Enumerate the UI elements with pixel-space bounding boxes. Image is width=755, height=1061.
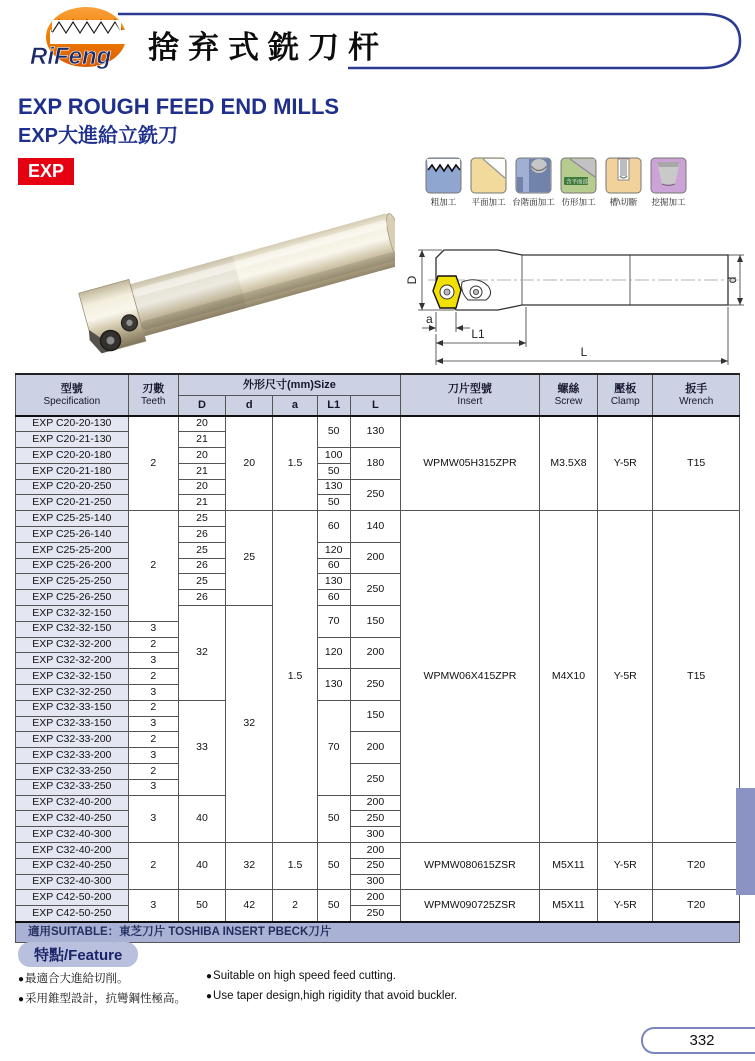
cell-D: 26 [178,527,225,543]
dim-label-d: d [725,276,739,284]
machining-icons-row [421,157,691,208]
cell-spec: EXP C32-32-150 [16,606,129,622]
col-header-wrench: 扳手 Wrench [653,374,740,416]
cell-d: 32 [226,606,273,843]
cell-spec: EXP C32-33-250 [16,764,129,780]
cell-L1: 60 [317,558,350,574]
cell-L: 250 [350,669,400,701]
cell-L: 150 [350,606,400,638]
table-row [16,890,740,906]
cell-teeth: 2 [128,732,178,748]
cell-L: 300 [350,827,400,843]
cell-a: 1.5 [273,511,317,843]
cell-L: 200 [350,732,400,764]
cell-teeth: 3 [128,685,178,701]
col-header-screw: 螺絲 Screw [539,374,597,416]
cell-insert: WPMW080615ZSR [401,843,540,890]
cell-screw: M5X11 [539,843,597,890]
product-photo [35,210,395,370]
col-header-d: d [226,396,273,417]
series-badge: EXP [18,158,74,185]
cell-L1: 50 [317,463,350,479]
cell-spec: EXP C20-21-250 [16,495,129,511]
cell-L: 200 [350,843,400,859]
cell-spec: EXP C32-32-150 [16,669,129,685]
cell-a: 1.5 [273,416,317,511]
cell-spec: EXP C32-33-250 [16,779,129,795]
cell-L1: 120 [317,637,350,669]
cell-L: 300 [350,874,400,890]
cell-L: 250 [350,906,400,922]
icon-item-slot [601,157,646,208]
cell-L: 250 [350,764,400,796]
cell-spec: EXP C32-40-200 [16,795,129,811]
dim-label-D: D [405,275,419,285]
col-header-insert: 刀片型號 Insert [401,374,540,416]
logo-text: RiFeng [30,43,112,70]
slot-cutoff-machining-icon [605,157,642,194]
cell-spec: EXP C20-21-130 [16,432,129,448]
cell-D: 40 [178,795,225,842]
cell-L: 200 [350,637,400,669]
cell-L1: 130 [317,669,350,701]
feature-title: 特點/Feature [18,942,138,967]
cell-L1: 70 [317,606,350,638]
profiling-machining-icon [560,157,597,194]
heading-chinese: EXP大進給立銑刀 [18,125,179,147]
cell-D: 25 [178,542,225,558]
cell-insert: WPMW090725ZSR [401,890,540,922]
cell-D: 20 [178,448,225,464]
col-header-teeth: 刃數 Teeth [128,374,178,416]
feature-bullets [18,970,457,1010]
feature-bullet-zh: ● 最適合大進給切削。 [18,970,206,990]
icon-label: 平面加工 [471,197,506,207]
icon-item-profiling [556,157,601,208]
cell-clamp: Y-5R [598,890,653,922]
table-header [16,374,740,416]
icon-label: 槽\切斷 [609,197,638,207]
cell-L: 200 [350,890,400,906]
cell-spec: EXP C32-32-200 [16,637,129,653]
cell-insert: WPMW06X415ZPR [401,511,540,843]
cell-screw: M4X10 [539,511,597,843]
cell-teeth: 2 [128,637,178,653]
cell-teeth: 2 [128,843,178,890]
icon-item-step [511,157,556,208]
cell-L: 250 [350,574,400,606]
cell-D: 26 [178,558,225,574]
cell-wrench: T20 [653,843,740,890]
icon-label: 挖掘加工 [651,197,686,207]
cell-L: 130 [350,416,400,448]
cell-spec: EXP C32-40-250 [16,858,129,874]
cell-D: 21 [178,463,225,479]
feature-bullet-zh: ● 采用錐型設計，抗彎鋼性極高。 [18,990,206,1010]
cell-L1: 60 [317,590,350,606]
cell-L1: 130 [317,574,350,590]
cell-teeth: 3 [128,890,178,922]
cell-spec: EXP C32-33-200 [16,748,129,764]
cell-wrench: T20 [653,890,740,922]
cell-L: 200 [350,542,400,574]
cell-d: 20 [226,416,273,511]
cell-spec: EXP C20-20-250 [16,479,129,495]
dim-label-L1: L1 [471,327,485,341]
cell-spec: EXP C20-21-180 [16,463,129,479]
cell-teeth: 2 [128,416,178,511]
face-machining-icon [470,157,507,194]
col-header-D: D [178,396,225,417]
cell-teeth: 3 [128,748,178,764]
feature-bullet-en: ● Use taper design,high rigidity that avoid buckler. [206,990,457,1010]
icon-item-pocket [646,157,691,208]
page-edge-tab [736,788,755,895]
cell-clamp: Y-5R [598,511,653,843]
cell-D: 40 [178,843,225,890]
page-title: 捨弃式銑刀杆 [148,30,388,65]
col-header-size-group: 外形尺寸(mm)Size [178,374,400,396]
cell-clamp: Y-5R [598,843,653,890]
page-number: 332 [641,1027,755,1054]
cell-teeth: 3 [128,621,178,637]
dimension-diagram [398,220,750,370]
table-row [16,416,740,432]
col-header-a: a [273,396,317,417]
cell-D: 32 [178,606,225,701]
icon-note: 含平面部 [566,179,589,186]
cell-a: 2 [273,890,317,922]
cell-spec: EXP C32-40-250 [16,811,129,827]
cell-spec: EXP C20-20-180 [16,448,129,464]
icon-label: 粗加工 [430,197,457,207]
cell-L: 140 [350,511,400,543]
cell-spec: EXP C32-33-150 [16,716,129,732]
cell-d: 32 [226,843,273,890]
cell-teeth: 2 [128,669,178,685]
col-header-L: L [350,396,400,417]
spec-table [15,373,740,943]
cell-wrench: T15 [653,511,740,843]
cell-spec: EXP C32-32-250 [16,685,129,701]
cell-L: 150 [350,700,400,732]
cell-spec: EXP C25-25-140 [16,511,129,527]
cell-teeth: 3 [128,716,178,732]
col-header-specification: 型號 Specification [16,374,129,416]
spec-table-wrap [15,373,740,943]
icon-label: 台階面加工 [512,197,555,207]
cell-D: 50 [178,890,225,922]
cell-wrench: T15 [653,416,740,511]
icon-item-face [466,157,511,208]
cell-D: 26 [178,590,225,606]
rifeng-logo [28,4,138,74]
cell-D: 21 [178,432,225,448]
table-row [16,843,740,859]
cell-spec: EXP C32-40-300 [16,874,129,890]
cell-D: 20 [178,416,225,432]
cell-L: 180 [350,448,400,480]
cell-screw: M5X11 [539,890,597,922]
suitable-note: 適用SUITABLE：東芝刀片 TOSHIBA INSERT PBECK刀片 [16,922,740,943]
cell-spec: EXP C25-26-250 [16,590,129,606]
cell-L1: 50 [317,795,350,842]
cell-spec: EXP C32-32-200 [16,653,129,669]
cell-teeth: 3 [128,779,178,795]
pocket-machining-icon [650,157,687,194]
cell-a: 1.5 [273,843,317,890]
cell-spec: EXP C42-50-250 [16,906,129,922]
cell-L: 250 [350,479,400,511]
heading-english: EXP ROUGH FEED END MILLS [18,94,340,119]
cell-L: 250 [350,811,400,827]
dim-label-L: L [580,345,588,359]
cell-D: 33 [178,700,225,795]
dim-label-a: a [426,312,433,326]
icon-label: 仿形加工 [561,197,596,207]
cell-L1: 100 [317,448,350,464]
cell-spec: EXP C32-33-200 [16,732,129,748]
cell-L: 250 [350,858,400,874]
cell-spec: EXP C20-20-130 [16,416,129,432]
cell-D: 20 [178,479,225,495]
cell-L1: 50 [317,495,350,511]
cell-teeth: 2 [128,700,178,716]
cell-spec: EXP C25-26-200 [16,558,129,574]
cell-L: 200 [350,795,400,811]
cell-D: 25 [178,574,225,590]
cell-teeth: 2 [128,511,178,622]
cell-d: 25 [226,511,273,606]
cell-spec: EXP C25-25-200 [16,542,129,558]
cell-spec: EXP C42-50-200 [16,890,129,906]
table-row [16,511,740,527]
cell-spec: EXP C25-25-250 [16,574,129,590]
cell-L1: 50 [317,890,350,922]
cell-L1: 50 [317,416,350,448]
step-face-machining-icon [515,157,552,194]
cell-spec: EXP C32-40-200 [16,843,129,859]
col-header-clamp: 壓板 Clamp [598,374,653,416]
rough-machining-icon [425,157,462,194]
cell-D: 25 [178,511,225,527]
col-header-L1: L1 [317,396,350,417]
cell-clamp: Y-5R [598,416,653,511]
cell-L1: 50 [317,843,350,890]
cell-d: 42 [226,890,273,922]
cell-spec: EXP C32-40-300 [16,827,129,843]
cell-L1: 60 [317,511,350,543]
spec-table-body [16,416,740,922]
cell-screw: M3.5X8 [539,416,597,511]
cell-L1: 130 [317,479,350,495]
cell-teeth: 2 [128,764,178,780]
cell-L1: 120 [317,542,350,558]
cell-spec: EXP C32-33-150 [16,700,129,716]
icon-item-rough [421,157,466,208]
cell-teeth: 3 [128,653,178,669]
feature-bullet-en: ● Suitable on high speed feed cutting. [206,970,457,990]
cell-teeth: 3 [128,795,178,842]
cell-D: 21 [178,495,225,511]
cell-spec: EXP C32-32-150 [16,621,129,637]
cell-spec: EXP C25-26-140 [16,527,129,543]
cell-L1: 70 [317,700,350,795]
cell-insert: WPMW05H315ZPR [401,416,540,511]
